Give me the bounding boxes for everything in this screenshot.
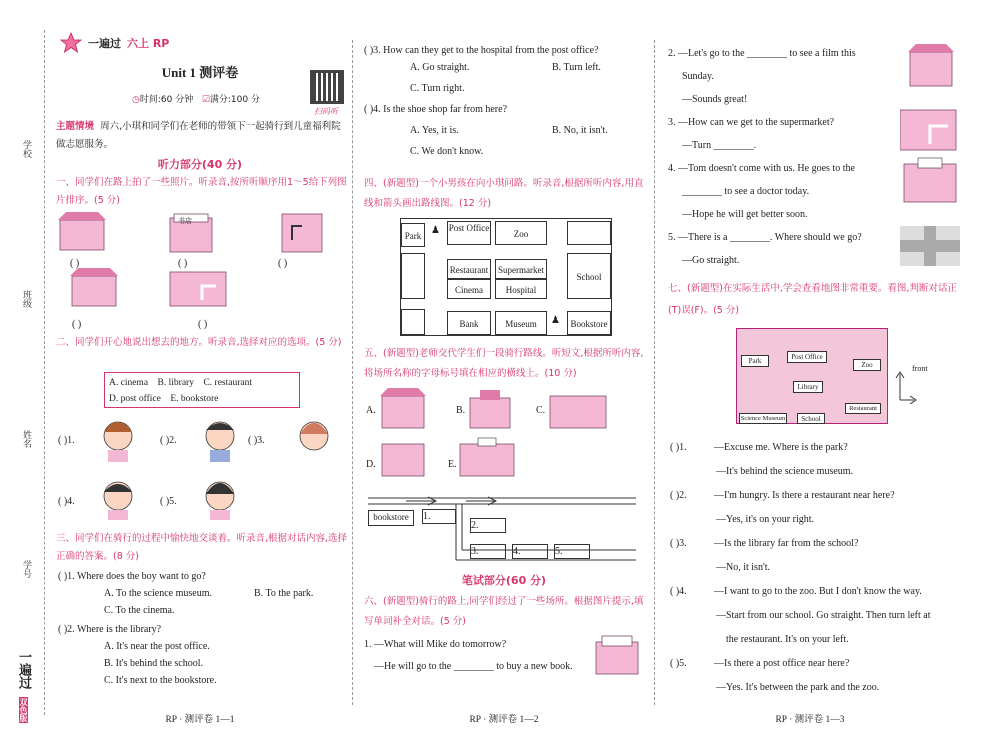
q3-2-option-c[interactable]: C. It's next to the bookstore. bbox=[104, 675, 217, 686]
q7-item-4-q: —I want to go to the zoo. But I don't know the way. bbox=[714, 586, 922, 597]
check-icon: ☑ bbox=[201, 95, 210, 105]
sidebar-brand bbox=[14, 650, 33, 723]
q7-item-5-q: —Is there a post office near here? bbox=[714, 658, 850, 669]
q1-pictures bbox=[52, 210, 348, 320]
person-marker-icon: ♟ bbox=[551, 315, 560, 326]
route-start-bookstore: bookstore bbox=[368, 510, 414, 526]
route-map[interactable] bbox=[400, 218, 612, 336]
q3-1-option-a[interactable]: A. To the science museum. bbox=[104, 588, 212, 599]
writing-title: 笔试部分(60 分) bbox=[461, 574, 547, 587]
q2-item-1[interactable]: ( )1. bbox=[58, 435, 75, 446]
hospital-building-icon bbox=[58, 212, 106, 250]
q3-question-3[interactable]: ( )3. How can they get to the hospital from the post office? bbox=[364, 45, 599, 56]
q6-2-line-3: —Sounds great! bbox=[682, 94, 748, 105]
option-c: C. restaurant bbox=[203, 378, 253, 388]
q3-1-option-c[interactable]: C. To the cinema. bbox=[104, 605, 175, 616]
route-blank-4-label: 4. bbox=[513, 546, 521, 557]
map-supermarket: Supermarket bbox=[495, 259, 547, 279]
q6-4-line-1: 4. —Tom doesn't come with us. He goes to the bbox=[668, 163, 855, 174]
q2-item-3[interactable]: ( )3. bbox=[248, 435, 265, 446]
q3-4-option-c[interactable]: C. We don't know. bbox=[410, 146, 484, 157]
brand-label: 一遍过 bbox=[88, 37, 121, 50]
q6-items bbox=[668, 42, 908, 272]
hospital-building-icon bbox=[904, 158, 956, 202]
map-block-bl bbox=[401, 309, 425, 335]
neighborhood-map bbox=[736, 328, 888, 424]
q7-item-4-a: —Start from our school. Go straight. Then turn left at bbox=[716, 610, 931, 621]
q3-1-option-b[interactable]: B. To the park. bbox=[254, 588, 314, 599]
q7-item-3-a: —No, it isn't. bbox=[716, 562, 771, 573]
map-bank: Bank bbox=[447, 311, 491, 335]
map3-science-museum: Science Museum bbox=[740, 415, 786, 422]
sidebar-class: 班级 bbox=[21, 290, 31, 308]
q3-3-option-b[interactable]: B. Turn left. bbox=[552, 62, 601, 73]
q6-5-line-2: —Go straight. bbox=[682, 255, 740, 266]
route-blank-4[interactable] bbox=[512, 544, 548, 559]
map3-post-office: Post Office bbox=[787, 351, 827, 363]
girl-avatar-icon bbox=[104, 422, 132, 462]
q7-item-4-number[interactable]: ( )4. bbox=[670, 586, 687, 597]
map-restaurant: Restaurant bbox=[447, 259, 491, 279]
cinema-building-icon bbox=[908, 44, 954, 86]
q5-letter-b: B. bbox=[456, 405, 466, 416]
map-school: School bbox=[567, 253, 611, 299]
q3-4-option-a[interactable]: A. Yes, it is. bbox=[410, 125, 459, 136]
q5-buildings bbox=[360, 388, 648, 478]
q2-options-box bbox=[104, 372, 300, 408]
cinema-building-icon bbox=[380, 388, 426, 428]
q1-paren-5[interactable]: ( ) bbox=[198, 319, 208, 330]
boy-glasses-avatar-icon bbox=[104, 482, 132, 520]
restaurant-building-icon bbox=[382, 444, 424, 476]
map3-school: School bbox=[797, 413, 825, 424]
page-footer-2: RP · 测评卷 1—2 bbox=[469, 715, 539, 725]
q7-item-3-number[interactable]: ( )3. bbox=[670, 538, 687, 549]
route-blank-3-label: 3. bbox=[471, 546, 479, 557]
q1-prompt: 一、同学们在路上拍了一些照片。听录音,按所听顺序用1～5给下列图片排序。(5 分) bbox=[56, 177, 347, 206]
cinema-building-icon bbox=[70, 268, 118, 306]
page-title: Unit 1 测评卷 bbox=[161, 65, 239, 80]
q2-item-4[interactable]: ( )4. bbox=[58, 496, 75, 507]
hospital-building-icon bbox=[460, 438, 514, 476]
map-block-tr bbox=[567, 221, 611, 245]
q3-2-option-a[interactable]: A. It's near the post office. bbox=[104, 641, 210, 652]
q7-item-2-a: —Yes, it's on your right. bbox=[716, 514, 815, 525]
q7-item-2-number[interactable]: ( )2. bbox=[670, 490, 687, 501]
route-blank-5[interactable] bbox=[554, 544, 590, 559]
person-marker-icon: ♟ bbox=[431, 225, 440, 236]
sidebar-name: 姓名 bbox=[21, 430, 31, 448]
map-museum: Museum bbox=[495, 311, 547, 335]
q5-letter-e: E. bbox=[448, 459, 457, 470]
q7-item-4-a2: the restaurant. It's on your left. bbox=[726, 634, 849, 645]
option-a: A. cinema bbox=[109, 378, 149, 388]
map-park: Park bbox=[401, 223, 425, 247]
front-arrow-icon bbox=[894, 370, 918, 404]
girl-glasses-avatar-icon bbox=[300, 422, 328, 450]
qr-code[interactable] bbox=[310, 70, 344, 104]
q3-questions bbox=[58, 568, 348, 689]
map-zoo: Zoo bbox=[495, 221, 547, 245]
map3-zoo: Zoo bbox=[853, 359, 881, 371]
route-blank-1[interactable] bbox=[422, 509, 456, 524]
map-post-office: Post Office bbox=[447, 221, 491, 245]
boy-avatar-icon bbox=[206, 422, 234, 462]
q2-children bbox=[52, 412, 348, 522]
q6-3-line-1: 3. —How can we get to the supermarket? bbox=[668, 117, 835, 128]
q1-paren-4[interactable]: ( ) bbox=[72, 319, 82, 330]
q7-item-1-a: —It's behind the science museum. bbox=[716, 466, 854, 477]
girl-ponytail-avatar-icon bbox=[206, 482, 234, 520]
header-brand bbox=[60, 32, 169, 54]
q3-question-1[interactable]: ( )1. Where does the boy want to go? bbox=[58, 571, 206, 582]
sidebar-tag: 双色版 bbox=[19, 697, 28, 722]
listening-title: 听力部分(40 分) bbox=[157, 158, 243, 171]
q1-paren-2[interactable]: ( ) bbox=[178, 258, 188, 269]
exam-meta bbox=[132, 92, 260, 105]
q2-prompt: 二、同学们开心地说出想去的地方。听录音,选择对应的选项。(5 分) bbox=[56, 337, 342, 348]
crossroads-icon bbox=[900, 226, 960, 266]
bookstore-building-icon bbox=[592, 632, 642, 678]
map-bookstore: Bookstore bbox=[567, 311, 611, 335]
map-block-l bbox=[401, 253, 425, 299]
q3-4-option-b[interactable]: B. No, it isn't. bbox=[552, 125, 608, 136]
page-1 bbox=[52, 0, 348, 735]
traffic-sign-icon bbox=[282, 214, 322, 252]
map3-park: Park bbox=[741, 355, 769, 367]
q4-prompt: 四、(新题型)一个小男孩在向小琪问路。听录音,根据所听内容,用直线和箭头画出路线图。(12 分) bbox=[364, 178, 644, 209]
theme-block bbox=[56, 118, 346, 154]
q3-3-option-c[interactable]: C. Turn right. bbox=[410, 83, 465, 94]
theme-text: 周六,小琪和同学们在老师的带领下一起骑行到儿童福利院做志愿服务。 bbox=[56, 121, 341, 150]
q6-1-answer[interactable]: —He will go to the ________ to buy a new book. bbox=[374, 661, 573, 672]
q5-letter-d: D. bbox=[366, 459, 376, 470]
turn-right-sign-icon bbox=[170, 272, 226, 306]
time-label: 时间:60 分钟 bbox=[139, 95, 194, 105]
q2-item-5[interactable]: ( )5. bbox=[160, 496, 177, 507]
q7-prompt: 七、(新题型)在实际生活中,学会查看地图非常重要。看图,判断对话正(T)误(F)。(5 分) bbox=[668, 283, 957, 316]
sidebar-school: 学校 bbox=[21, 140, 31, 158]
option-b: B. library bbox=[157, 378, 194, 388]
star-logo-icon bbox=[60, 32, 82, 54]
option-d: D. post office bbox=[109, 394, 161, 404]
option-e: E. bookstore bbox=[170, 394, 219, 404]
sidebar-id: 学号 bbox=[21, 560, 31, 578]
q3-3-option-a[interactable]: A. Go straight. bbox=[410, 62, 470, 73]
binding-sidebar bbox=[0, 0, 48, 735]
q6-4-line-3: —Hope he will get better soon. bbox=[682, 209, 808, 220]
q3-2-option-b[interactable]: B. It's behind the school. bbox=[104, 658, 204, 669]
map-cinema: Cinema bbox=[447, 279, 491, 299]
q6-2-line-2: Sunday. bbox=[682, 71, 714, 82]
grade-label: 六上 RP bbox=[127, 37, 170, 50]
q2-item-2[interactable]: ( )2. bbox=[160, 435, 177, 446]
q7-item-5-number[interactable]: ( )5. bbox=[670, 658, 687, 669]
map3-restaurant: Restaurant bbox=[845, 403, 881, 414]
q7-item-1-number[interactable]: ( )1. bbox=[670, 442, 687, 453]
q7-items bbox=[670, 436, 960, 700]
q1-paren-1[interactable]: ( ) bbox=[70, 258, 80, 269]
q6-5-line-1[interactable]: 5. —There is a ________. Where should we go? bbox=[668, 232, 862, 243]
q3-continued bbox=[364, 42, 648, 160]
map-hospital: Hospital bbox=[495, 279, 547, 299]
page-footer-3: RP · 测评卷 1—3 bbox=[775, 715, 845, 725]
q5-letter-c: C. bbox=[536, 405, 546, 416]
library-building-icon bbox=[550, 396, 606, 428]
q6-prompt: 六、(新题型)骑行的路上,同学们经过了一些场所。根据图片提示,填写单词补全对话。(5 分) bbox=[364, 596, 644, 627]
q7-item-3-q: —Is the library far from the school? bbox=[714, 538, 859, 549]
theme-label: 主题情境 bbox=[56, 121, 95, 132]
q3-question-2[interactable]: ( )2. Where is the library? bbox=[58, 624, 162, 635]
q6-2-line-1[interactable]: 2. —Let's go to the ________ to see a film this bbox=[668, 48, 856, 59]
post-office-building-icon bbox=[470, 390, 510, 428]
route-blank-1-label: 1. bbox=[423, 511, 431, 522]
map3-library: Library bbox=[793, 381, 823, 393]
q7-item-5-a: —Yes. It's between the park and the zoo. bbox=[716, 682, 880, 693]
score-label: 满分:100 分 bbox=[209, 95, 260, 105]
q5-prompt: 五、(新题型)老师交代学生们一段骑行路线。听短文,根据所听内容,将场所名称的字母标号填在相应的横线上。(10 分) bbox=[364, 348, 644, 379]
q5-letter-a: A. bbox=[366, 405, 376, 416]
page-2 bbox=[360, 0, 648, 735]
route-blank-5-label: 5. bbox=[555, 546, 563, 557]
q3-question-4[interactable]: ( )4. Is the shoe shop far from here? bbox=[364, 104, 508, 115]
q3-prompt: 三、同学们在骑行的过程中愉快地交谈着。听录音,根据对话内容,选择正确的答案。(8 分) bbox=[56, 533, 348, 562]
map-front-label: front bbox=[912, 364, 928, 373]
q1-sign: 书店 bbox=[178, 217, 192, 225]
q7-item-2-q: —I'm hungry. Is there a restaurant near here? bbox=[714, 490, 895, 501]
page-footer-1: RP · 测评卷 1—1 bbox=[165, 715, 235, 725]
route-blank-2[interactable] bbox=[470, 518, 506, 533]
sidebar-brand-text: 一遍过 bbox=[16, 650, 31, 689]
q6-1-question: 1. —What will Mike do tomorrow? bbox=[364, 639, 507, 650]
route-diagram bbox=[366, 492, 646, 572]
qr-label: 扫码听 bbox=[314, 107, 338, 116]
turn-right-sign-icon bbox=[900, 110, 956, 150]
q6-3-line-2[interactable]: —Turn ________. bbox=[682, 140, 757, 151]
clock-icon: ◷ bbox=[132, 95, 140, 105]
page-3 bbox=[660, 0, 960, 735]
q6-4-line-2[interactable]: ________ to see a doctor today. bbox=[682, 186, 810, 197]
route-blank-3[interactable] bbox=[470, 544, 506, 559]
route-blank-2-label: 2. bbox=[471, 520, 479, 531]
q6-pictures bbox=[900, 40, 960, 272]
q7-item-1-q: —Excuse me. Where is the park? bbox=[714, 442, 848, 453]
q1-paren-3[interactable]: ( ) bbox=[278, 258, 288, 269]
